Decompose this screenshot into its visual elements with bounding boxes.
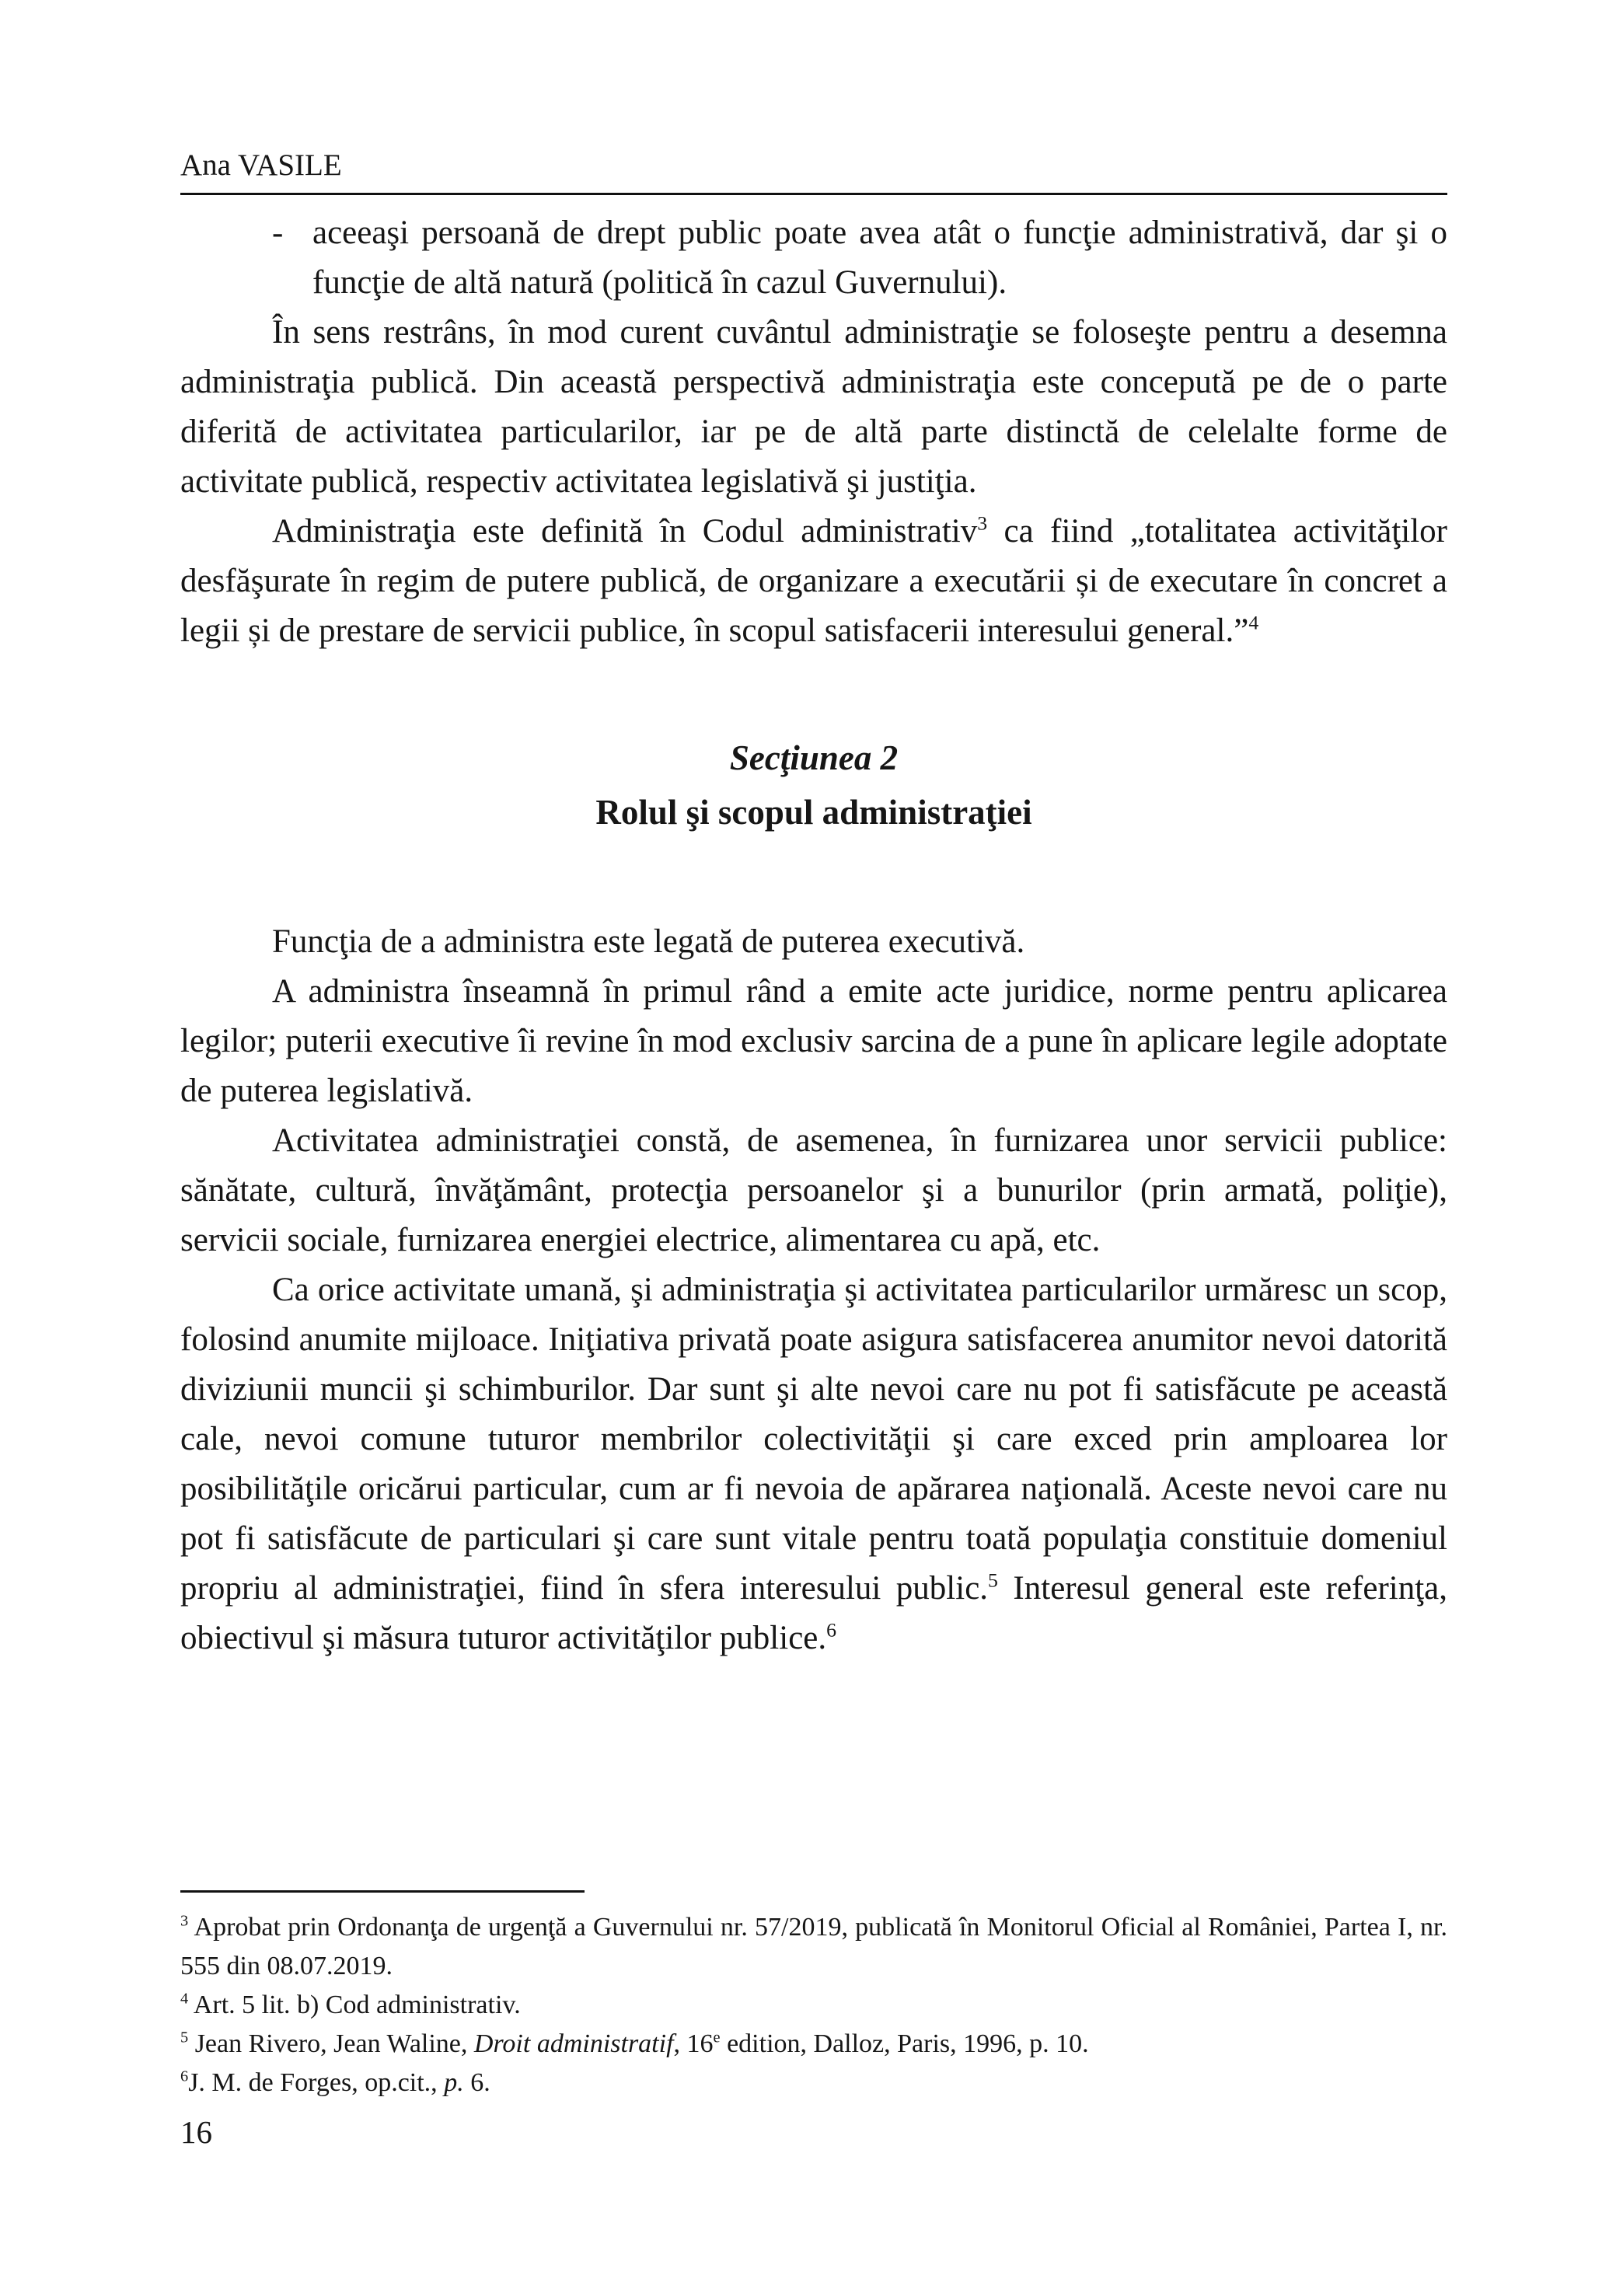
footnotes-section bbox=[180, 1890, 1447, 2102]
running-header-author: Ana VASILE bbox=[180, 148, 342, 182]
paragraph-3: Funcţia de a administra este legată de puterea executivă. bbox=[272, 923, 1025, 960]
footnote-3-text: Aprobat prin Ordonanţa de urgenţă a Guvernului nr. 57/2019, publicată în Monitorul Oficial al României, Partea I, nr. 555 din 08.07.2019. bbox=[180, 1913, 1447, 1980]
footnote-4 bbox=[180, 1986, 1447, 2025]
page-content bbox=[180, 208, 1447, 1663]
list-item-text: aceeaşi persoană de drept public poate avea atât o funcţie administrativă, dar şi o funcţie de altă natură (politică în cazul Guvernului). bbox=[312, 215, 1447, 301]
paragraph-1: În sens restrâns, în mod curent cuvântul administraţie se foloseşte pentru a desemna administraţia publică. Din această perspectivă administraţia este concepută pe de o parte diferită de activitatea particularilor, iar pe de altă parte distinctă de celelalte forme de activitate publică, respectiv activitatea legislativă şi justiţia. bbox=[180, 314, 1447, 500]
footnote-3 bbox=[180, 1908, 1447, 1986]
footnote-6-text-b: 6. bbox=[463, 2068, 490, 2097]
list-item bbox=[180, 208, 1447, 308]
footnote-separator bbox=[180, 1890, 585, 1893]
footnote-5-edition-sup: e bbox=[713, 2029, 721, 2047]
section-heading bbox=[180, 731, 1447, 839]
footnote-5-text-b: , 16 bbox=[673, 2029, 714, 2058]
footnote-6 bbox=[180, 2064, 1447, 2102]
paragraph-6-text-a: Ca orice activitate umană, şi administraţia şi activitatea particularilor urmăresc un scop, folosind anumite mijloace. Iniţiativa privată poate asigura satisfacerea anumitor nevoi datorită diviziunii muncii şi schimburilor. Dar sunt şi alte nevoi care nu pot fi satisfăcute pe această cale, nevoi comune tuturor membrilor colectivităţii şi care exced prin amploarea lor posibilităţile oricărui particular, cum ar fi nevoia de apărarea naţională. Aceste nevoi care nu pot fi satisfăcute de particulari şi care sunt vitale pentru toată populaţia constituie domeniul propriu al administraţiei, fiind în sfera interesului public. bbox=[180, 1272, 1447, 1607]
section-title: Rolul şi scopul administraţiei bbox=[595, 793, 1032, 832]
footnote-6-text-a: J. M. de Forges, op.cit., bbox=[188, 2068, 445, 2097]
footnote-3-number: 3 bbox=[180, 1912, 189, 1930]
footnote-6-number: 6 bbox=[180, 2067, 189, 2085]
footnote-5-text-a: Jean Rivero, Jean Waline, bbox=[188, 2029, 474, 2058]
footnote-ref-4: 4 bbox=[1248, 611, 1259, 634]
paragraph-2-text-a: Administraţia este definită în Codul administrativ bbox=[272, 513, 978, 550]
list-dash: - bbox=[272, 215, 284, 251]
footnote-6-italic: p. bbox=[444, 2068, 464, 2097]
footnote-5-text-c: edition, Dalloz, Paris, 1996, p. 10. bbox=[720, 2029, 1089, 2058]
footnote-ref-6: 6 bbox=[826, 1618, 837, 1642]
paragraph-5: Activitatea administraţiei constă, de asemenea, în furnizarea unor servicii publice: sănătate, cultură, învăţământ, protecţia persoanelor şi a bunurilor (prin armată, poliţie), servicii sociale, furnizarea energiei electrice, alimentarea cu apă, etc. bbox=[180, 1122, 1447, 1258]
paragraph-6-text-b: Interesul general este referinţa, obiectivul şi măsura tuturor activităţilor publice. bbox=[180, 1570, 1448, 1656]
section-number: Secţiunea 2 bbox=[729, 738, 899, 777]
footnote-ref-5: 5 bbox=[988, 1568, 998, 1592]
footnote-4-number: 4 bbox=[180, 1990, 189, 2008]
paragraph-2 bbox=[180, 507, 1447, 656]
paragraph-6 bbox=[180, 1265, 1447, 1663]
paragraph-2-text-b: ca fiind „totalitatea activităţilor desfăşurate în regim de putere publică, de organizare a executării și de executare în concret a legii și de prestare de servicii publice, în scopul satisfacerii interesului general.” bbox=[180, 513, 1447, 649]
footnote-5 bbox=[180, 2025, 1447, 2064]
paragraph-4: A administra înseamnă în primul rând a emite acte juridice, norme pentru aplicarea legilor; puterii executive îi revine în mod exclusiv sarcina de a pune în aplicare legile adoptate de puterea legislativă. bbox=[180, 973, 1447, 1109]
footnote-ref-3: 3 bbox=[977, 511, 988, 535]
footnote-4-text: Art. 5 lit. b) Cod administrativ. bbox=[188, 1991, 521, 2019]
footnote-5-number: 5 bbox=[180, 2029, 189, 2047]
footnote-5-work-title: Droit administratif bbox=[473, 2029, 674, 2058]
page-number: 16 bbox=[180, 2114, 212, 2150]
running-header bbox=[180, 148, 1447, 195]
